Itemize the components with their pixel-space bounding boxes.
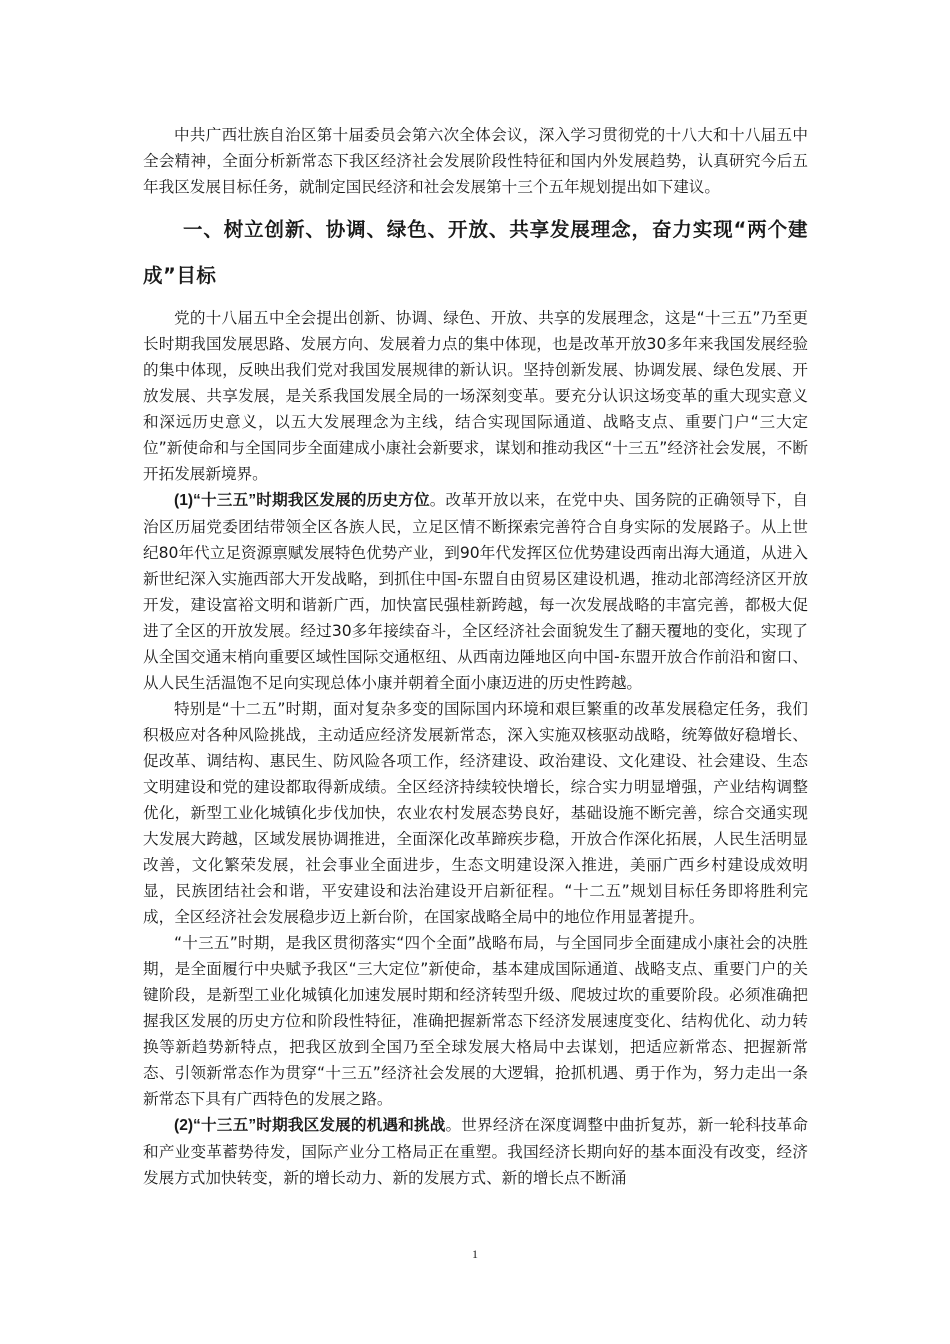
paragraph-historical-position [143,487,808,696]
section-heading: 一、树立创新、协调、绿色、开放、共享发展理念，奋力实现“两个建成”目标 [143,218,808,287]
subsection-title-1: (1)“十三五”时期我区发展的历史方位 [174,492,430,509]
subsection-title-2: (2)“十三五”时期我区发展的机遇和挑战 [174,1117,446,1134]
paragraph-twelfth-plan-review: 特别是“十二五”时期，面对复杂多变的国际国内环境和艰巨繁重的改革发展稳定任务，我们积极应对各种风险挑战，主动适应经济发展新常态，深入实施双核驱动战略，统筹做好稳增长、促改革、调结构、惠民生、防风险各项工作，经济建设、政治建设、文化建设、社会建设、生态文明建设和党的建设都取得新成绩。全区经济持续较快增长，综合实力明显增强，产业结构调整优化，新型工业化城镇化步伐加快，农业农村发展态势良好，基础设施不断完善，综合交通实现大发展大跨越，区域发展协调推进，全面深化改革蹄疾步稳，开放合作深化拓展，人民生活明显改善，文化繁荣发展，社会事业全面进步，生态文明建设深入推进，美丽广西乡村建设成效明显，民族团结社会和谐，平安建设和法治建设开启新征程。“十二五”规划目标任务即将胜利完成，全区经济社会发展稳步迈上新台阶，在国家战略全局中的地位作用显著提升。 [143,700,808,926]
paragraph-opportunities-challenges [143,1112,808,1191]
paragraph-development-concepts: 党的十八届五中全会提出创新、协调、绿色、开放、共享的发展理念，这是“十三五”乃至更长时期我国发展思路、发展方向、发展着力点的集中体现，也是改革开放30多年来我国发展经验的集中体现，反映出我们党对我国发展规律的新认识。坚持创新发展、协调发展、绿色发展、开放发展、共享发展，是关系我国发展全局的一场深刻变革。要充分认识这场变革的重大现实意义和深远历史意义，以五大发展理念为主线，结合实现国际通道、战略支点、重要门户“三大定位”新使命和与全国同步全面建成小康社会新要求，谋划和推动我区“十三五”经济社会发展，不断开拓发展新境界。 [143,309,808,483]
intro-paragraph: 中共广西壮族自治区第十届委员会第六次全体会议，深入学习贯彻党的十八大和十八届五中全会精神，全面分析新常态下我区经济社会发展阶段性特征和国内外发展趋势，认真研究今后五年我区发展目标任务，就制定国民经济和社会发展第十三个五年规划提出如下建议。 [143,126,808,196]
document-body [143,122,808,1191]
subsection-body-1: 。改革开放以来，在党中央、国务院的正确领导下，自治区历届党委团结带领全区各族人民，立足区情不断探索完善符合自身实际的发展路子。从上世纪80年代立足资源禀赋发展特色优势产业，到90年代发挥区位优势建设西南出海大通道，从进入新世纪深入实施西部大开发战略，到抓住中国-东盟自由贸易区建设机遇，推动北部湾经济区开放开发，建设富裕文明和谐新广西，加快富民强桂新跨越，每一次发展战略的丰富完善，都极大促进了全区的开放发展。经过30多年接续奋斗，全区经济社会面貌发生了翻天覆地的变化，实现了从全国交通末梢向重要区域性国际交通枢纽、从西南边陲地区向中国-东盟开放合作前沿和窗口、从人民生活温饱不足向实现总体小康并朝着全面小康迈进的历史性跨越。 [143,491,808,692]
subsection-body-2: 。世界经济在深度调整中曲折复苏，新一轮科技革命和产业变革蓄势待发，国际产业分工格局正在重塑。我国经济长期向好的基本面没有改变，经济发展方式加快转变，新的增长动力、新的发展方式、新的增长点不断涌 [143,1116,808,1187]
paragraph-thirteenth-plan-period: “十三五”时期，是我区贯彻落实“四个全面”战略布局，与全国同步全面建成小康社会的决胜期，是全面履行中央赋予我区“三大定位”新使命，基本建成国际通道、战略支点、重要门户的关键阶段，是新型工业化城镇化加速发展时期和经济转型升级、爬坡过坎的重要阶段。必须准确把握我区发展的历史方位和阶段性特征，准确把握新常态下经济发展速度变化、结构优化、动力转换等新趋势新特点，把我区放到全国乃至全球发展大格局中去谋划，把适应新常态、把握新常态、引领新常态作为贯穿“十三五”经济社会发展的大逻辑，抢抓机遇、勇于作为，努力走出一条新常态下具有广西特色的发展之路。 [143,934,808,1108]
page-number: 1 [472,1247,478,1261]
